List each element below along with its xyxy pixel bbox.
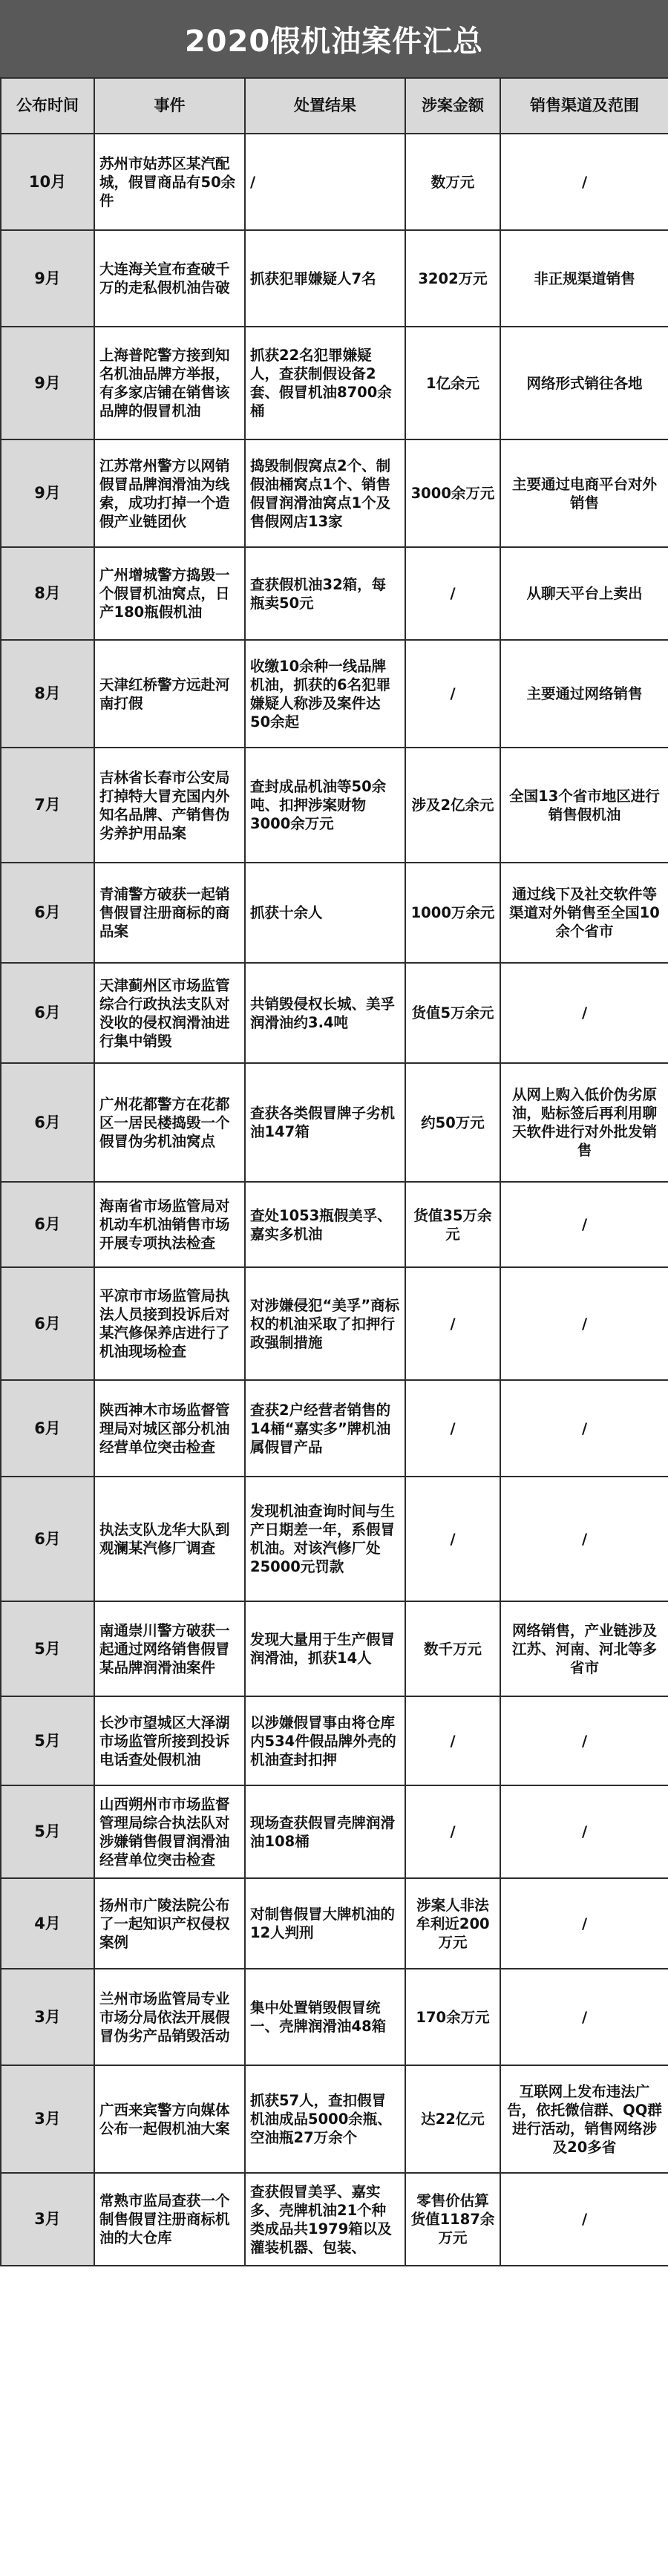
- event-cell: 大连海关宣布查破千万的走私假机油告破: [94, 230, 245, 327]
- amount-cell: 3000余万元: [405, 439, 500, 547]
- amount-cell: 3202万元: [405, 230, 500, 327]
- channel-cell: 从聊天平台上卖出: [500, 547, 668, 640]
- header-amount: 涉案金额: [405, 78, 500, 134]
- table-row: [1, 963, 668, 1063]
- amount-cell: 约50万元: [405, 1063, 500, 1182]
- time-cell: 9月: [1, 230, 94, 327]
- channel-cell: /: [500, 1878, 668, 1969]
- result-cell: 抓获57人，查扣假冒机油成品5000余瓶、空油瓶27万余个: [245, 2065, 405, 2173]
- event-cell: 广州增城警方捣毁一个假冒机油窝点，日产180瓶假机油: [94, 547, 245, 640]
- table-row: [1, 1601, 668, 1696]
- table-row: [1, 134, 668, 230]
- event-cell: 常熟市监局查获一个制售假冒注册商标机油的大仓库: [94, 2173, 245, 2266]
- time-cell: 3月: [1, 2173, 94, 2266]
- channel-cell: 主要通过电商平台对外销售: [500, 439, 668, 547]
- event-cell: 陕西神木市场监督管理局对城区部分机油经营单位突击检查: [94, 1380, 245, 1477]
- table-row: [1, 1267, 668, 1380]
- amount-cell: 货值35万余元: [405, 1182, 500, 1267]
- result-cell: 发现大量用于生产假冒润滑油，抓获14人: [245, 1601, 405, 1696]
- table-row: [1, 1696, 668, 1785]
- amount-cell: 涉及2亿余元: [405, 748, 500, 863]
- channel-cell: 通过线下及社交软件等渠道对外销售至全国10余个省市: [500, 863, 668, 963]
- header-channel: 销售渠道及范围: [500, 78, 668, 134]
- time-cell: 3月: [1, 1969, 94, 2065]
- event-cell: 苏州市姑苏区某汽配城，假冒商品有50余件: [94, 134, 245, 230]
- event-cell: 长沙市望城区大泽湖市场监管所接到投诉电话查处假机油: [94, 1696, 245, 1785]
- channel-cell: /: [500, 1267, 668, 1380]
- event-cell: 广西来宾警方向媒体公布一起假机油大案: [94, 2065, 245, 2173]
- table-row: [1, 230, 668, 327]
- channel-cell: 互联网上发布违法广告，依托微信群、QQ群进行活动，销售网络涉及20多省: [500, 2065, 668, 2173]
- result-cell: 对制售假冒大牌机油的12人判刑: [245, 1878, 405, 1969]
- time-cell: 5月: [1, 1785, 94, 1878]
- time-cell: 6月: [1, 963, 94, 1063]
- header-result: 处置结果: [245, 78, 405, 134]
- event-cell: 山西朔州市市场监督管理局综合执法队对涉嫌销售假冒润滑油经营单位突击检查: [94, 1785, 245, 1878]
- table-row: [1, 439, 668, 547]
- event-cell: 平凉市市场监管局执法人员接到投诉后对某汽修保养店进行了机油现场检查: [94, 1267, 245, 1380]
- table-row: [1, 327, 668, 439]
- channel-cell: /: [500, 1696, 668, 1785]
- result-cell: 以涉嫌假冒事由将仓库内534件假品牌外壳的机油查封扣押: [245, 1696, 405, 1785]
- channel-cell: /: [500, 2173, 668, 2266]
- result-cell: /: [245, 134, 405, 230]
- result-cell: 抓获十余人: [245, 863, 405, 963]
- result-cell: 抓获22名犯罪嫌疑人，查获制假设备2套、假冒机油8700余桶: [245, 327, 405, 439]
- channel-cell: 网络销售，产业链涉及江苏、河南、河北等多省市: [500, 1601, 668, 1696]
- table-row: [1, 547, 668, 640]
- channel-cell: 全国13个省市地区进行销售假机油: [500, 748, 668, 863]
- time-cell: 3月: [1, 2065, 94, 2173]
- table-row: [1, 2173, 668, 2266]
- time-cell: 9月: [1, 439, 94, 547]
- time-cell: 6月: [1, 1267, 94, 1380]
- result-cell: 查获2户经营者销售的14桶“嘉实多”牌机油属假冒产品: [245, 1380, 405, 1477]
- time-cell: 5月: [1, 1696, 94, 1785]
- time-cell: 4月: [1, 1878, 94, 1969]
- amount-cell: /: [405, 640, 500, 748]
- table-row: [1, 1063, 668, 1182]
- amount-cell: 170余万元: [405, 1969, 500, 2065]
- result-cell: 抓获犯罪嫌疑人7名: [245, 230, 405, 327]
- amount-cell: /: [405, 1785, 500, 1878]
- table-row: [1, 1785, 668, 1878]
- amount-cell: /: [405, 1380, 500, 1477]
- channel-cell: /: [500, 1182, 668, 1267]
- amount-cell: 货值5万余元: [405, 963, 500, 1063]
- table-row: [1, 748, 668, 863]
- result-cell: 发现机油查询时间与生产日期差一年，系假冒机油。对该汽修厂处25000元罚款: [245, 1477, 405, 1601]
- channel-cell: /: [500, 1969, 668, 2065]
- table-row: [1, 1477, 668, 1601]
- result-cell: 查封成品机油等50余吨、扣押涉案财物3000余万元: [245, 748, 405, 863]
- time-cell: 6月: [1, 1063, 94, 1182]
- amount-cell: 涉案人非法牟利近200万元: [405, 1878, 500, 1969]
- table-row: [1, 640, 668, 748]
- time-cell: 8月: [1, 640, 94, 748]
- channel-cell: /: [500, 963, 668, 1063]
- event-cell: 江苏常州警方以网销假冒品牌润滑油为线索，成功打掉一个造假产业链团伙: [94, 439, 245, 547]
- table-row: [1, 1182, 668, 1267]
- amount-cell: /: [405, 547, 500, 640]
- result-cell: 现场查获假冒壳牌润滑油108桶: [245, 1785, 405, 1878]
- table-row: [1, 1969, 668, 2065]
- sheet-title: 2020假机油案件汇总: [0, 0, 668, 77]
- time-cell: 6月: [1, 863, 94, 963]
- header-event: 事件: [94, 78, 245, 134]
- time-cell: 7月: [1, 748, 94, 863]
- amount-cell: 1亿余元: [405, 327, 500, 439]
- result-cell: 查获假机油32箱，每瓶卖50元: [245, 547, 405, 640]
- event-cell: 海南省市场监管局对机动车机油销售市场开展专项执法检查: [94, 1182, 245, 1267]
- time-cell: 9月: [1, 327, 94, 439]
- channel-cell: 非正规渠道销售: [500, 230, 668, 327]
- amount-cell: 零售价估算货值1187余万元: [405, 2173, 500, 2266]
- amount-cell: /: [405, 1267, 500, 1380]
- result-cell: 查获假冒美孚、嘉实多、壳牌机油21个种类成品共1979箱以及灌装机器、包装、: [245, 2173, 405, 2266]
- time-cell: 5月: [1, 1601, 94, 1696]
- cases-table: [0, 77, 668, 2266]
- table-row: [1, 1380, 668, 1477]
- amount-cell: 1000万余元: [405, 863, 500, 963]
- channel-cell: /: [500, 1785, 668, 1878]
- channel-cell: 网络形式销往各地: [500, 327, 668, 439]
- amount-cell: /: [405, 1477, 500, 1601]
- channel-cell: /: [500, 1477, 668, 1601]
- table-row: [1, 1878, 668, 1969]
- time-cell: 10月: [1, 134, 94, 230]
- event-cell: 天津红桥警方远赴河南打假: [94, 640, 245, 748]
- table-row: [1, 2065, 668, 2173]
- event-cell: 扬州市广陵法院公布了一起知识产权侵权案例: [94, 1878, 245, 1969]
- time-cell: 8月: [1, 547, 94, 640]
- channel-cell: /: [500, 134, 668, 230]
- result-cell: 查获各类假冒牌子劣机油147箱: [245, 1063, 405, 1182]
- amount-cell: 达22亿元: [405, 2065, 500, 2173]
- event-cell: 上海普陀警方接到知名机油品牌方举报，有多家店铺在销售该品牌的假冒机油: [94, 327, 245, 439]
- channel-cell: 主要通过网络销售: [500, 640, 668, 748]
- amount-cell: 数万元: [405, 134, 500, 230]
- event-cell: 兰州市场监管局专业市场分局依法开展假冒伪劣产品销毁活动: [94, 1969, 245, 2065]
- channel-cell: /: [500, 1380, 668, 1477]
- time-cell: 6月: [1, 1182, 94, 1267]
- table-row: [1, 863, 668, 963]
- event-cell: 吉林省长春市公安局打掉特大冒充国内外知名品牌、产销售伪劣养护用品案: [94, 748, 245, 863]
- result-cell: 收缴10余种一线品牌机油，抓获的6名犯罪嫌疑人称涉及案件达50余起: [245, 640, 405, 748]
- event-cell: 青浦警方破获一起销售假冒注册商标的商品案: [94, 863, 245, 963]
- event-cell: 天津蓟州区市场监管综合行政执法支队对没收的侵权润滑油进行集中销毁: [94, 963, 245, 1063]
- amount-cell: /: [405, 1696, 500, 1785]
- result-cell: 捣毁制假窝点2个、制假油桶窝点1个、销售假冒润滑油窝点1个及售假网店13家: [245, 439, 405, 547]
- header-row: [1, 78, 668, 134]
- cases-body: [1, 134, 668, 2266]
- event-cell: 执法支队龙华大队到观澜某汽修厂调查: [94, 1477, 245, 1601]
- channel-cell: 从网上购入低价伪劣原油，贴标签后再利用聊天软件进行对外批发销售: [500, 1063, 668, 1182]
- event-cell: 广州花都警方在花都区一居民楼捣毁一个假冒伪劣机油窝点: [94, 1063, 245, 1182]
- time-cell: 6月: [1, 1380, 94, 1477]
- result-cell: 集中处置销毁假冒统一、壳牌润滑油48箱: [245, 1969, 405, 2065]
- result-cell: 查处1053瓶假美孚、嘉实多机油: [245, 1182, 405, 1267]
- time-cell: 6月: [1, 1477, 94, 1601]
- header-publish-time: 公布时间: [1, 78, 94, 134]
- event-cell: 南通崇川警方破获一起通过网络销售假冒某品牌润滑油案件: [94, 1601, 245, 1696]
- result-cell: 共销毁侵权长城、美孚润滑油约3.4吨: [245, 963, 405, 1063]
- amount-cell: 数千万元: [405, 1601, 500, 1696]
- result-cell: 对涉嫌侵犯“美孚”商标权的机油采取了扣押行政强制措施: [245, 1267, 405, 1380]
